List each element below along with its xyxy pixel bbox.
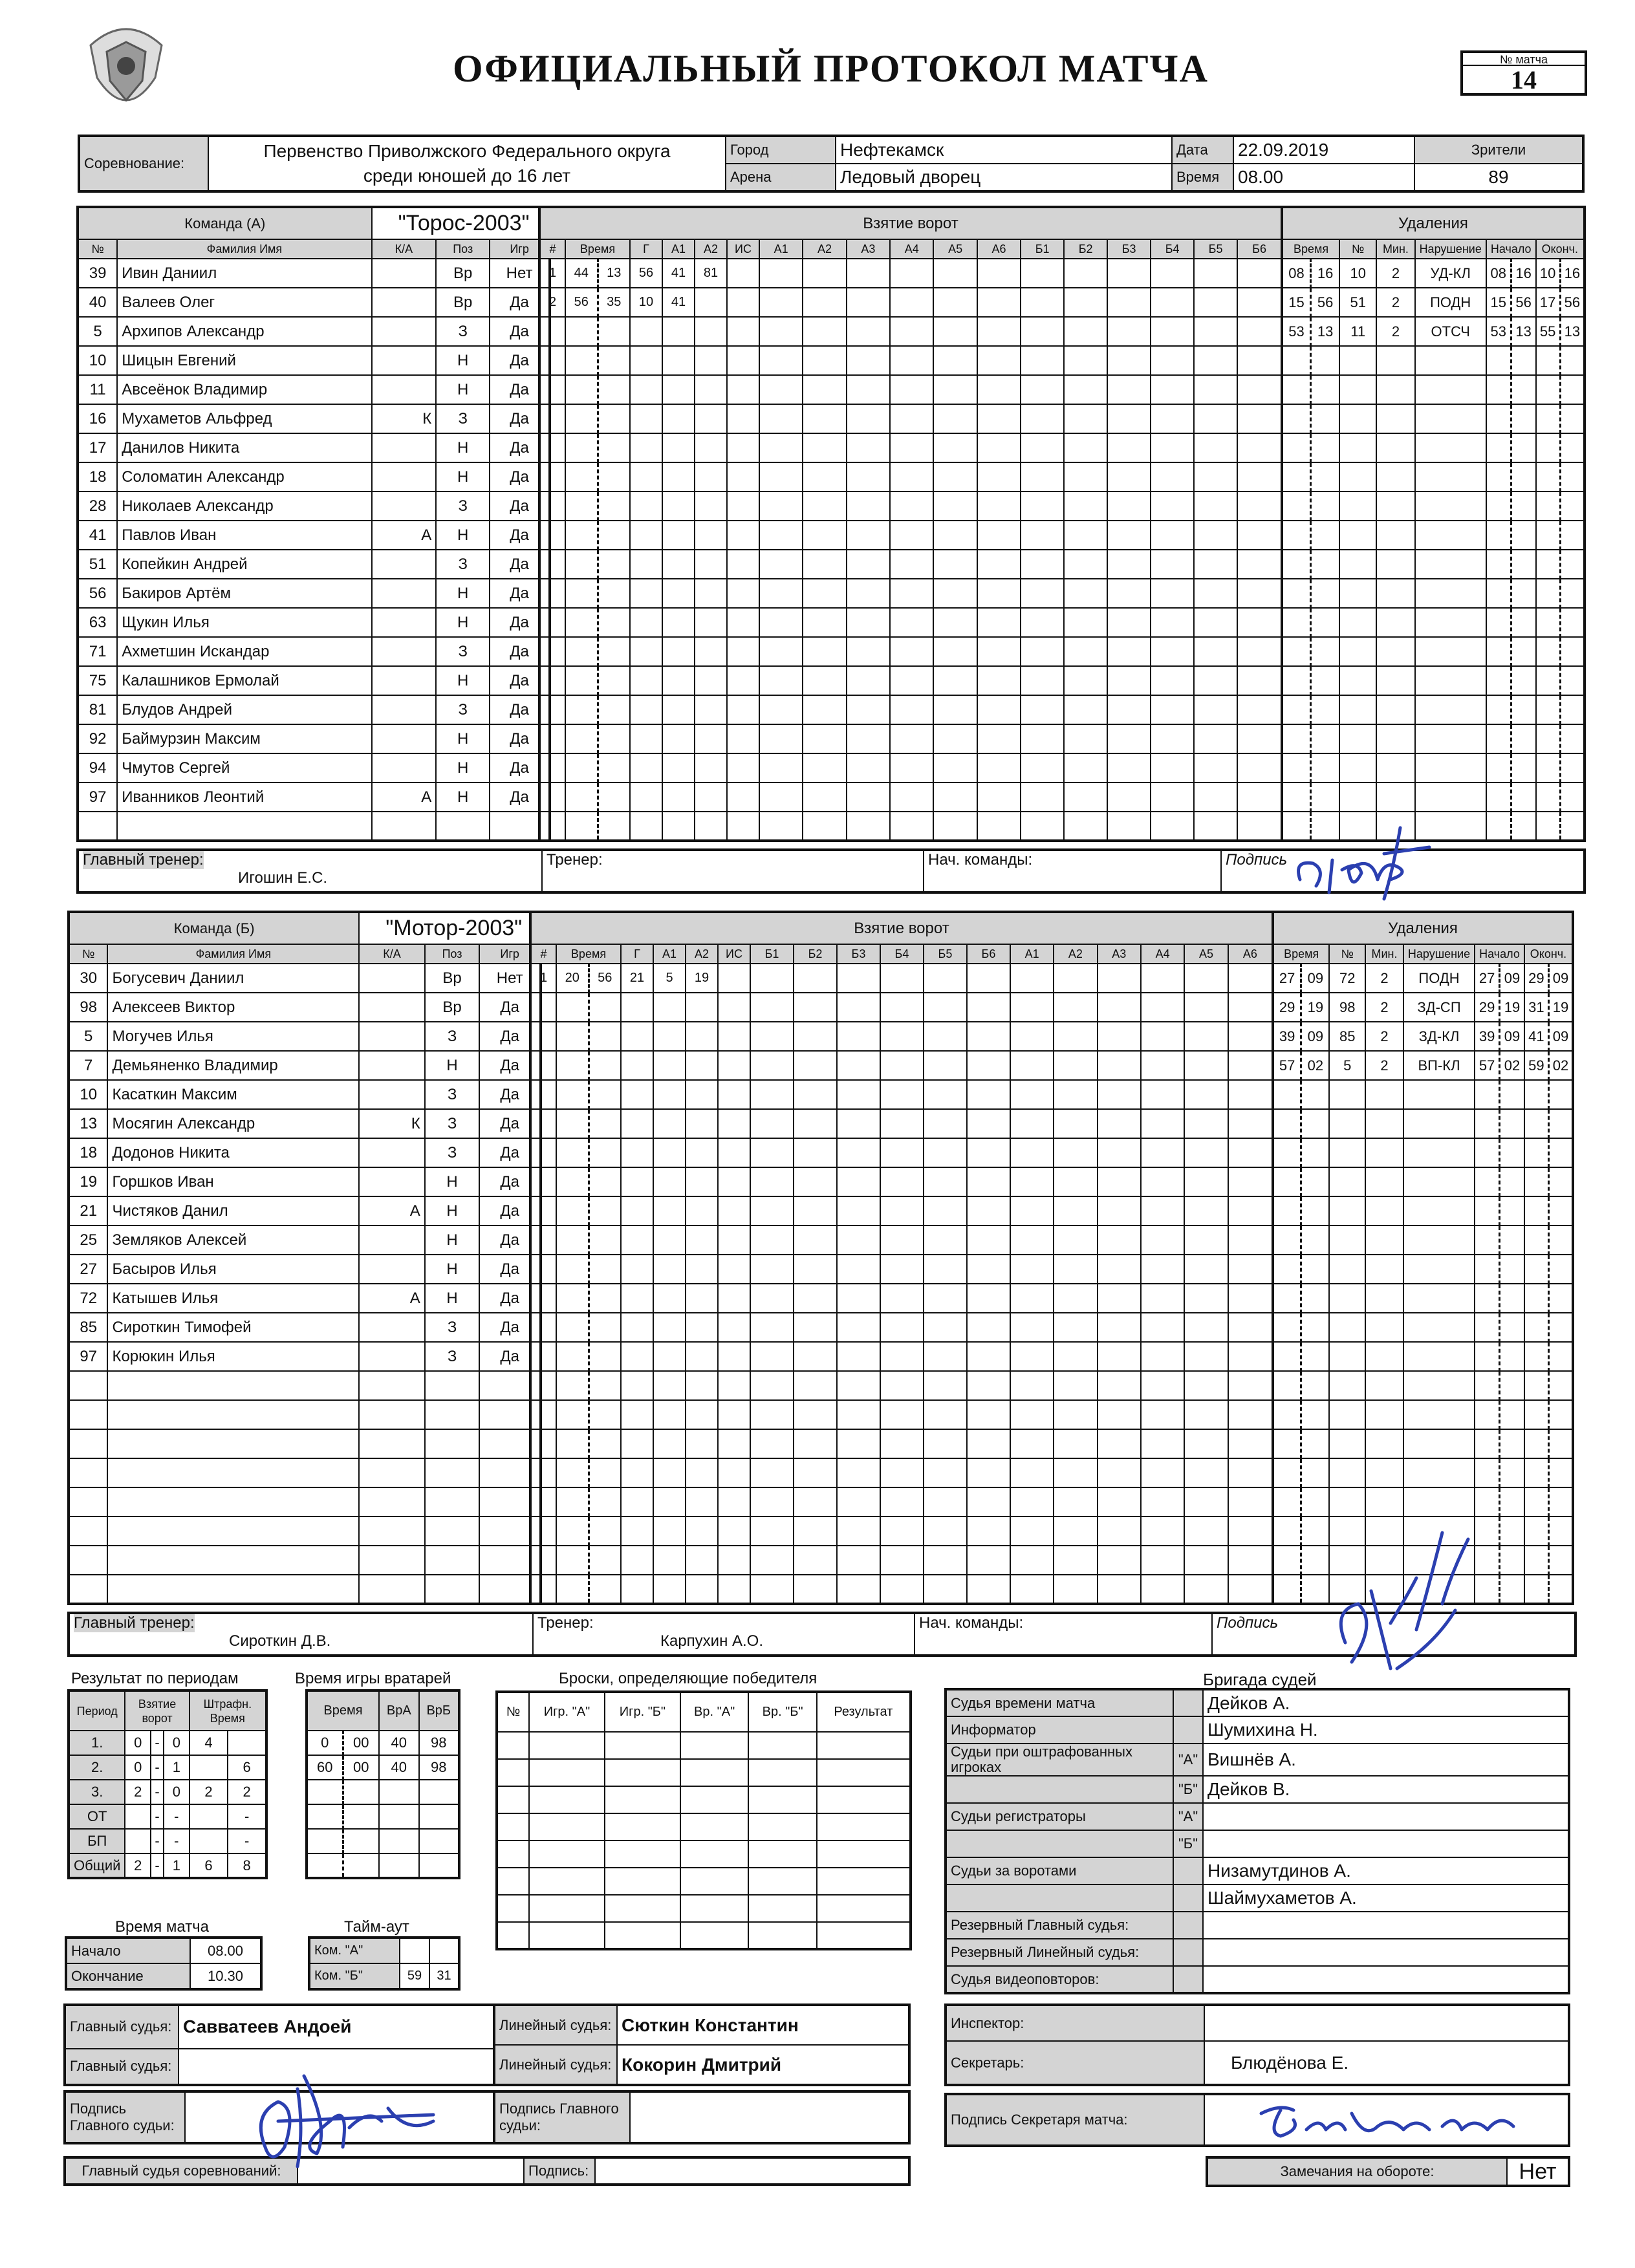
penalty-row: 29 19 98 2 ЗД-СП 29 19 31 19 — [1273, 993, 1573, 1022]
player-row: 71 Ахметшин Искандар З Да — [78, 637, 550, 666]
goalie-row — [307, 1829, 459, 1853]
player-row: 11 Авсеёнок Владимир Н Да — [78, 375, 550, 404]
goal-row — [530, 1138, 1273, 1167]
goal-row — [530, 1400, 1273, 1429]
goalie-row — [307, 1804, 459, 1829]
player-row: 18 Соломатин Александр Н Да — [78, 462, 550, 491]
goal-row — [539, 579, 1282, 608]
goal-row — [530, 1342, 1273, 1371]
secretary-signature — [1255, 2101, 1526, 2146]
main-ref-label-1: Главный судья: — [65, 2005, 179, 2049]
comp-chief-label: Главный судья соревнований: — [65, 2157, 298, 2185]
goal-row — [539, 433, 1282, 462]
player-row: 10 Шицын Евгений Н Да — [78, 346, 550, 375]
player-row: 5 Архипов Александр З Да — [78, 317, 550, 346]
main-ref-sign-table-2 — [493, 2090, 911, 2144]
player-row: 85 Сироткин Тимофей З Да — [69, 1313, 541, 1342]
goalie-row: 0 00 40 98 — [307, 1731, 459, 1755]
penalty-row — [1282, 346, 1585, 375]
goal-row — [530, 1429, 1273, 1458]
player-row: 81 Блудов Андрей З Да — [78, 695, 550, 724]
team-b-label: Команда (Б) — [69, 912, 359, 944]
main-referee-signature — [239, 2050, 453, 2173]
inspector-table — [944, 2003, 1570, 2086]
secretary-value: Блюдёнова Е. — [1204, 2041, 1569, 2085]
player-row: 16 Мухаметов Альфред К З Да — [78, 404, 550, 433]
match-info-table — [78, 135, 1585, 193]
penalty-row — [1273, 1371, 1573, 1400]
player-row: 40 Валеев Олег Вр Да — [78, 288, 550, 317]
penalty-row — [1273, 1400, 1573, 1429]
penalty-row — [1282, 404, 1585, 433]
penalty-row: 53 13 11 2 ОТСЧ 53 13 55 13 — [1282, 317, 1585, 346]
team-b-signature — [1319, 1513, 1488, 1681]
goal-row — [530, 1546, 1273, 1575]
line-referees-table — [493, 2003, 911, 2086]
brigade-row: Судья времени матча Дейков А. — [946, 1689, 1569, 1716]
competition-label: Соревнование: — [79, 136, 208, 191]
player-row: 19 Горшков Иван Н Да — [69, 1167, 541, 1196]
goal-row — [530, 1196, 1273, 1226]
penalty-row: 39 09 85 2 ЗД-КЛ 39 09 41 09 — [1273, 1022, 1573, 1051]
goal-row — [530, 1458, 1273, 1487]
player-row: 5 Могучев Илья З Да — [69, 1022, 541, 1051]
city-label: Город — [726, 136, 836, 164]
inspector-value — [1204, 2005, 1569, 2041]
goal-row: 1 44 13 56 41 81 — [539, 259, 1282, 288]
penalty-row — [1282, 375, 1585, 404]
team-a-goals-table: Взятие ворот # Время Г А1 А2 ИС А1 А2 А3 А4 А5 А6 Б1 Б2 Б3 Б4 Б5 Б6 1 44 13 56 41 81 2 56 35 10 41 — [538, 206, 1283, 842]
timeout-title: Тайм-аут — [344, 1918, 409, 1936]
goal-row — [530, 1022, 1273, 1051]
main-ref-sign-label: Подпись Главного судьи: — [65, 2091, 185, 2143]
penalty-row — [1273, 1458, 1573, 1487]
comp-chief-table — [63, 2156, 911, 2186]
penalty-row — [1282, 550, 1585, 579]
penalty-row — [1273, 1109, 1573, 1138]
remarks-value: Нет — [1507, 2157, 1569, 2186]
spectators-label: Зрители — [1414, 136, 1583, 164]
goalie-row: 60 00 40 98 — [307, 1755, 459, 1780]
player-row: 7 Демьяненко Владимир Н Да — [69, 1051, 541, 1080]
time-value: 08.00 — [1233, 164, 1414, 191]
penalty-row — [1273, 1167, 1573, 1196]
team-b-name: "Мотор-2003" — [359, 912, 541, 944]
penalty-row — [1282, 666, 1585, 695]
goal-row: 2 56 35 10 41 — [539, 288, 1282, 317]
team-a-penalties-table: Удаления Время № Мин. Нарушение Начало Оконч. 08 16 10 2 УД-КЛ 08 16 10 16 15 56 51 2 ПОДН 15 56 17 56 53 13 11 2 ОТСЧ 53 13 55 13 — [1281, 206, 1586, 842]
penalty-row — [1282, 579, 1585, 608]
penalty-row — [1282, 462, 1585, 491]
time-label: Время — [1172, 164, 1233, 191]
timeout-b-minute: 59 — [400, 1963, 429, 1989]
player-row — [78, 812, 550, 841]
goal-row — [530, 1313, 1273, 1342]
timeout-b-second: 31 — [429, 1963, 459, 1989]
goal-row — [539, 724, 1282, 753]
goalies-title: Время игры вратарей — [295, 1670, 451, 1687]
goalie-row — [307, 1780, 459, 1804]
player-row: 75 Калашников Ермолай Н Да — [78, 666, 550, 695]
end-label: Окончание — [66, 1963, 190, 1989]
main-ref-sign-label-2: Подпись Главного судьи: — [494, 2091, 630, 2143]
match-number-box — [1460, 50, 1587, 96]
arena-value: Ледовый дворец — [836, 164, 1172, 191]
goal-row — [539, 666, 1282, 695]
player-row: 28 Николаев Александр З Да — [78, 491, 550, 521]
date-value: 22.09.2019 — [1233, 136, 1414, 164]
periods-title: Результат по периодам — [71, 1670, 239, 1687]
goal-row — [539, 695, 1282, 724]
goal-row — [539, 317, 1282, 346]
secretary-sign-label: Подпись Секретаря матча: — [946, 2094, 1204, 2146]
player-row: 25 Земляков Алексей Н Да — [69, 1226, 541, 1255]
goal-row — [539, 375, 1282, 404]
player-row — [69, 1487, 541, 1517]
goal-row — [530, 1167, 1273, 1196]
player-row: 51 Копейкин Андрей З Да — [78, 550, 550, 579]
brigade-row: Судьи при оштрафованных игроках "А" Вишнёв А. — [946, 1744, 1569, 1776]
goal-row — [539, 637, 1282, 666]
player-row: 27 Басыров Илья Н Да — [69, 1255, 541, 1284]
period-row: 3. 2 - 0 2 2 — [69, 1780, 266, 1804]
goal-row — [530, 1255, 1273, 1284]
brigade-row: Резервный Линейный судья: — [946, 1939, 1569, 1966]
player-row — [69, 1575, 541, 1604]
goal-row — [530, 1517, 1273, 1546]
shootout-row — [497, 1841, 911, 1868]
penalty-row — [1273, 1284, 1573, 1313]
brigade-row: Судьи регистраторы "А" — [946, 1803, 1569, 1830]
player-row: 39 Ивин Даниил Вр Нет — [78, 259, 550, 288]
team-a-signature — [1287, 808, 1436, 905]
spectators-value: 89 — [1414, 164, 1583, 191]
brigade-row: Судья видеоповторов: — [946, 1966, 1569, 1993]
penalty-row — [1273, 1342, 1573, 1371]
secretary-label: Секретарь: — [946, 2041, 1204, 2085]
player-row: 97 Корюкин Илья З Да — [69, 1342, 541, 1371]
player-row — [69, 1371, 541, 1400]
comp-chief-sign-label: Подпись: — [524, 2157, 595, 2185]
line-ref-2: Кокорин Дмитрий — [617, 2045, 909, 2085]
player-row: 72 Катышев Илья А Н Да — [69, 1284, 541, 1313]
player-row — [69, 1458, 541, 1487]
goal-row — [530, 1284, 1273, 1313]
brigade-row: Судьи за воротами Низамутдинов А. — [946, 1857, 1569, 1885]
goalies-table: Время ВрА ВрБ 0 00 40 98 60 00 40 98 — [305, 1689, 460, 1879]
team-b-goals-table: Взятие ворот # Время Г А1 А2 ИС Б1 Б2 Б3 Б4 Б5 Б6 А1 А2 А3 А4 А5 А6 1 20 56 21 5 19 — [529, 911, 1274, 1605]
player-row: 97 Иванников Леонтий А Н Да — [78, 783, 550, 812]
timeout-b-label: Ком. "Б" — [309, 1963, 400, 1989]
line-ref-label-1: Линейный судья: — [494, 2005, 617, 2045]
emblem-logo — [78, 19, 175, 123]
player-row: 17 Данилов Никита Н Да — [78, 433, 550, 462]
player-row: 13 Мосягин Александр К З Да — [69, 1109, 541, 1138]
goal-row — [530, 1051, 1273, 1080]
goal-row — [530, 1226, 1273, 1255]
penalty-row — [1282, 783, 1585, 812]
main-ref-1: Савватеев Андоей — [179, 2005, 494, 2049]
player-row: 56 Бакиров Артём Н Да — [78, 579, 550, 608]
goal-row — [539, 812, 1282, 841]
penalty-row — [1273, 1138, 1573, 1167]
date-label: Дата — [1172, 136, 1233, 164]
player-row: 98 Алексеев Виктор Вр Да — [69, 993, 541, 1022]
brigade-row: "Б" — [946, 1830, 1569, 1857]
penalty-row — [1282, 724, 1585, 753]
team-a-roster-table: Команда (А) "Торос-2003" № Фамилия Имя К/А Поз Игр 39 Ивин Даниил Вр Нет 40 Валеев Олег Вр Да 5 Архипов Александр З Да 10 Шицын Евгений Н Да 11 Авсеёнок Владимир Н Да 16 Мухаметов Альфред К З Да 17 Данилов Никита Н Да 18 Соломатин Александр Н Да 28 Николаев Александр З Да 41 Павлов Иван А Н Да 51 Копейкин Андрей З Да 56 Бакиров Артём Н Да 63 Щукин Илья Н Да 71 Ахметшин Искандар З Да 75 Калашников Ермолай Н Да 81 Блудов Андрей З Да 92 Баймурзин Максим Н Да 94 Чмутов Сергей Н Да 97 Иванников Леонтий А Н Да — [76, 206, 551, 842]
penalty-row — [1282, 521, 1585, 550]
penalty-row: 57 02 5 2 ВП-КЛ 57 02 59 02 — [1273, 1051, 1573, 1080]
goal-row — [539, 550, 1282, 579]
penalty-row — [1282, 753, 1585, 783]
arena-label: Арена — [726, 164, 836, 191]
player-row: 41 Павлов Иван А Н Да — [78, 521, 550, 550]
page-title: ОФИЦИАЛЬНЫЙ ПРОТОКОЛ МАТЧА — [453, 47, 1209, 90]
player-row: 94 Чмутов Сергей Н Да — [78, 753, 550, 783]
line-ref-1: Сюткин Константин — [617, 2005, 909, 2045]
shootout-row — [497, 1759, 911, 1786]
goal-row — [539, 521, 1282, 550]
goal-row — [539, 462, 1282, 491]
start-time: 08.00 — [190, 1938, 261, 1963]
remarks-label: Замечания на обороте: — [1207, 2157, 1507, 2186]
match-number: 14 — [1511, 65, 1537, 94]
brigade-row: Резервный Главный судья: — [946, 1912, 1569, 1939]
player-row: 63 Щукин Илья Н Да — [78, 608, 550, 637]
periods-table: Период Взятие ворот Штрафн. Время 1. 0 - 0 4 2. 0 - 1 6 3. 2 - 0 2 2 ОТ - - - БП - - - Общий 2 - 1 6 8 — [67, 1689, 268, 1879]
end-time: 10.30 — [190, 1963, 261, 1989]
period-row: 1. 0 - 0 4 — [69, 1731, 266, 1755]
penalty-row — [1273, 1196, 1573, 1226]
penalty-row — [1282, 491, 1585, 521]
shootout-row — [497, 1732, 911, 1759]
shootout-title: Броски, определяющие победителя — [559, 1670, 817, 1687]
period-row: БП - - - — [69, 1829, 266, 1853]
shootout-row — [497, 1813, 911, 1841]
team-b-roster-table: Команда (Б) "Мотор-2003" № Фамилия Имя К/А Поз Игр 30 Богусевич Даниил Вр Нет 98 Алексеев Виктор Вр Да 5 Могучев Илья З Да 7 Демьяненко Владимир Н Да 10 Касаткин Максим З Да 13 Мосягин Александр К З Да 18 Додонов Никита З Да 19 Горшков Иван Н Да 21 Чистяков Данил А Н Да 25 Земляков Алексей Н Да 27 Басыров Илья Н Да 72 Катышев Илья А Н Да 85 Сироткин Тимофей З Да 97 Корюкин Илья З Да — [67, 911, 542, 1605]
goalie-row — [307, 1853, 459, 1878]
brigade-row: "Б" Дейков В. — [946, 1776, 1569, 1803]
brigade-row: Информатор Шумихина Н. — [946, 1716, 1569, 1744]
goal-row — [530, 1575, 1273, 1604]
brigade-title: Бригада судей — [1203, 1670, 1317, 1689]
penalty-row — [1273, 1080, 1573, 1109]
remarks-table — [1206, 2156, 1570, 2187]
shootout-row — [497, 1868, 911, 1895]
period-row: ОТ - - - — [69, 1804, 266, 1829]
shootout-row — [497, 1786, 911, 1813]
line-ref-label-2: Линейный судья: — [494, 2045, 617, 2085]
match-time-title: Время матча — [115, 1918, 210, 1936]
penalty-row — [1282, 637, 1585, 666]
penalty-row — [1273, 1429, 1573, 1458]
goal-row — [530, 1109, 1273, 1138]
period-row: Общий 2 - 1 6 8 — [69, 1853, 266, 1878]
team-a-name: "Торос-2003" — [372, 207, 550, 239]
goal-row — [539, 404, 1282, 433]
timeout-table — [308, 1936, 460, 1991]
player-row: 30 Богусевич Даниил Вр Нет — [69, 964, 541, 993]
goal-row — [530, 993, 1273, 1022]
player-row: 92 Баймурзин Максим Н Да — [78, 724, 550, 753]
match-time-table — [65, 1936, 263, 1991]
player-row — [69, 1429, 541, 1458]
goal-row — [530, 1371, 1273, 1400]
penalty-row — [1282, 695, 1585, 724]
player-row — [69, 1517, 541, 1546]
timeout-a-label: Ком. "А" — [309, 1938, 400, 1963]
team-a-section — [76, 206, 1586, 902]
player-row: 18 Додонов Никита З Да — [69, 1138, 541, 1167]
player-row: 21 Чистяков Данил А Н Да — [69, 1196, 541, 1226]
goal-row — [539, 608, 1282, 637]
goal-row — [539, 753, 1282, 783]
penalty-row — [1273, 1255, 1573, 1284]
penalty-row: 15 56 51 2 ПОДН 15 56 17 56 — [1282, 288, 1585, 317]
brigade-row: Шаймухаметов А. — [946, 1885, 1569, 1912]
goal-row — [530, 1080, 1273, 1109]
team-a-label: Команда (А) — [78, 207, 372, 239]
shootout-row — [497, 1922, 911, 1949]
shootout-row — [497, 1895, 911, 1922]
team-b-penalties-table: Удаления Время № Мин. Нарушение Начало Оконч. 27 09 72 2 ПОДН 27 09 29 09 29 19 98 2 ЗД-СП 29 19 31 19 39 09 85 2 ЗД-КЛ 39 09 41 09 57 02 5 2 ВП-КЛ 57 02 59 02 — [1272, 911, 1574, 1605]
start-label: Начало — [66, 1938, 190, 1963]
competition-name: Первенство Приволжского Федерального округа среди юношей до 16 лет — [208, 136, 726, 191]
player-row — [69, 1546, 541, 1575]
main-ref-label-2: Главный судья: — [65, 2049, 179, 2085]
team-a-coaches-table: Главный тренер: Игошин Е.С. Тренер: Нач. команды: Подпись — [76, 848, 1586, 894]
player-row: 10 Касаткин Максим З Да — [69, 1080, 541, 1109]
brigade-table — [944, 1688, 1570, 1994]
penalty-row — [1273, 1487, 1573, 1517]
team-b-coaches-table: Главный тренер: Сироткин Д.В. Тренер: Карпухин А.О. Нач. команды: Подпись — [67, 1612, 1577, 1657]
inspector-label: Инспектор: — [946, 2005, 1204, 2041]
penalty-row — [1282, 433, 1585, 462]
goal-row: 1 20 56 21 5 19 — [530, 964, 1273, 993]
player-row — [69, 1400, 541, 1429]
penalty-row: 08 16 10 2 УД-КЛ 08 16 10 16 — [1282, 259, 1585, 288]
penalty-row — [1273, 1226, 1573, 1255]
city-value: Нефтекамск — [836, 136, 1172, 164]
goal-row — [539, 783, 1282, 812]
goal-row — [530, 1487, 1273, 1517]
match-number-label: № матча — [1463, 53, 1585, 66]
goal-row — [539, 346, 1282, 375]
penalty-row: 27 09 72 2 ПОДН 27 09 29 09 — [1273, 964, 1573, 993]
goal-row — [539, 491, 1282, 521]
period-row: 2. 0 - 1 6 — [69, 1755, 266, 1780]
penalty-row — [1282, 608, 1585, 637]
shootout-table: № Игр. "А" Игр. "Б" Вр. "А" Вр. "Б" Результат — [495, 1690, 912, 1950]
penalty-row — [1273, 1313, 1573, 1342]
